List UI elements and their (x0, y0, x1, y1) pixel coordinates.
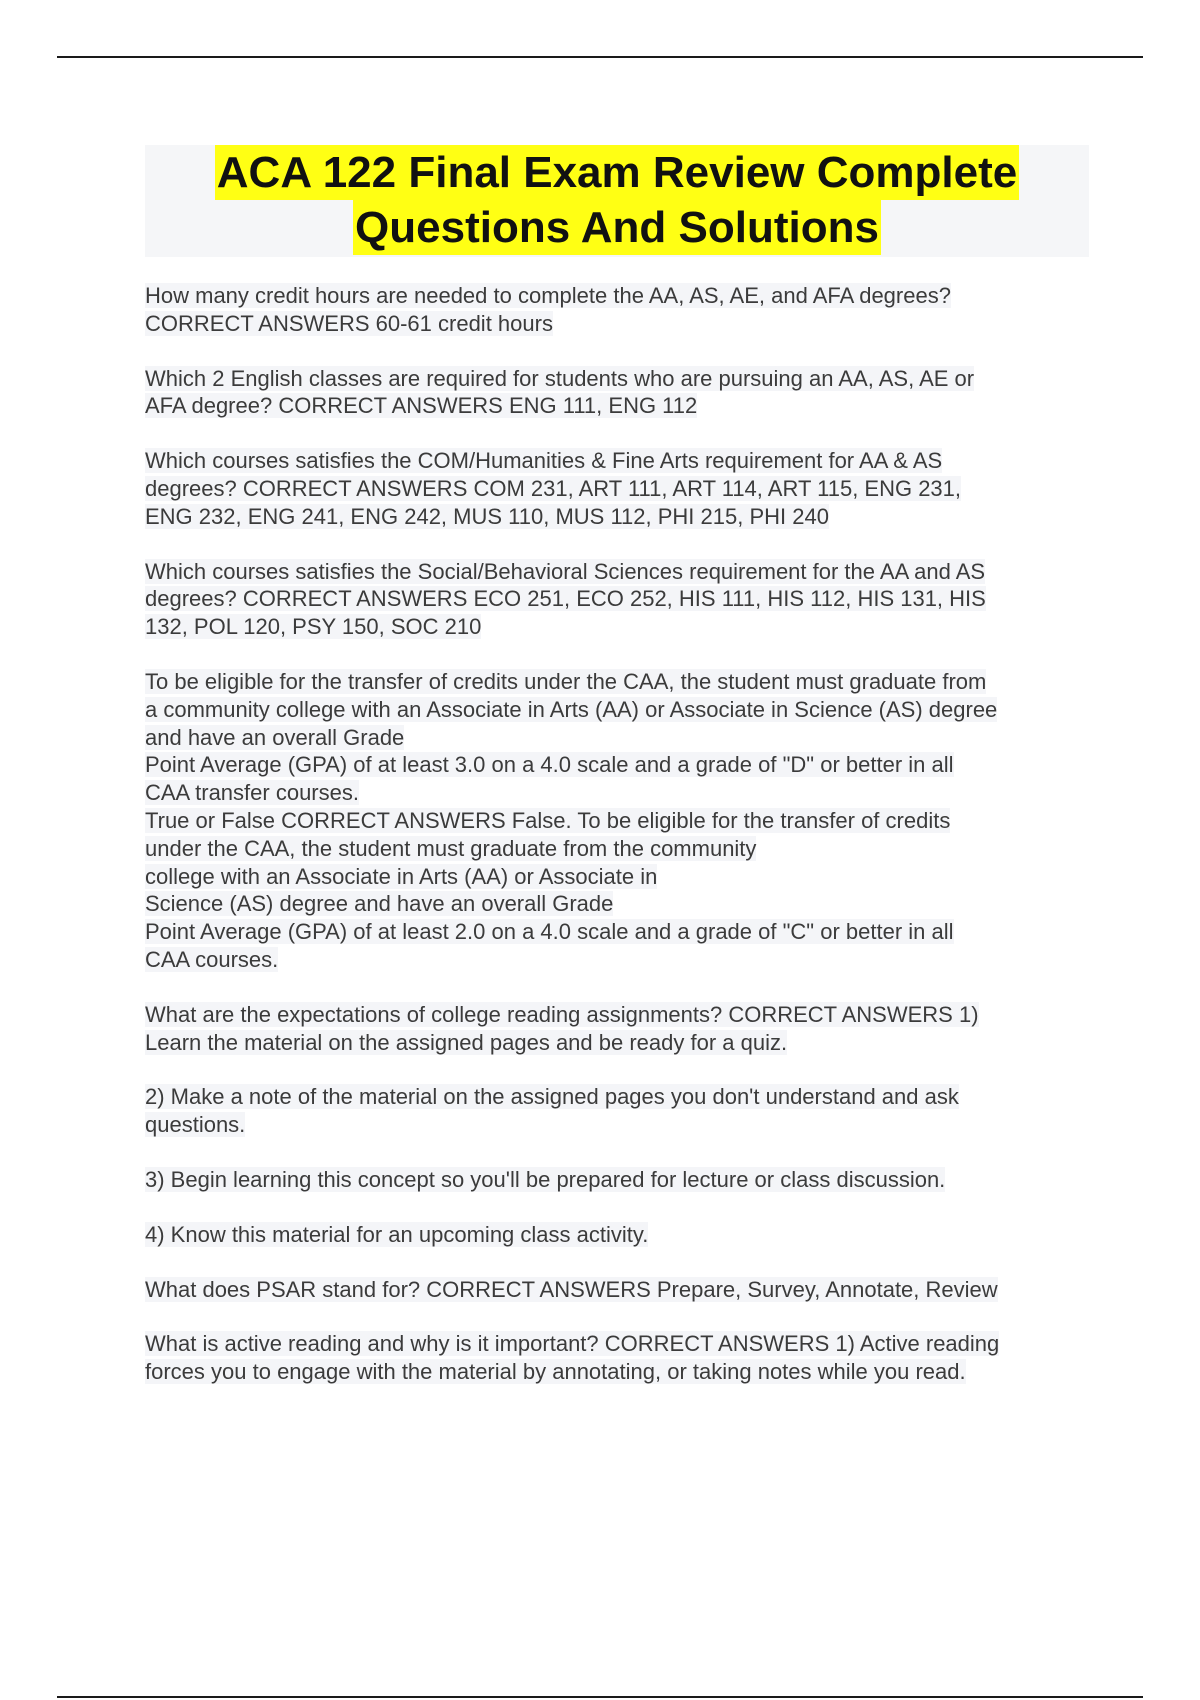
text-line-content: forces you to engage with the material by annotating, or taking notes while you read. (145, 1359, 966, 1385)
text-line (145, 1001, 1095, 1029)
text-line-content: Which courses satisfies the COM/Humanities & Fine Arts requirement for AA & AS (145, 448, 943, 474)
text-line (145, 779, 1095, 807)
document-body (145, 282, 1095, 1413)
text-line-content: Point Average (GPA) of at least 3.0 on a 4.0 scale and a grade of "D" or better in all (145, 752, 954, 778)
text-line-content: 3) Begin learning this concept so you'll be prepared for lecture or class discussion. (145, 1166, 946, 1192)
text-line (145, 503, 1095, 531)
text-line (145, 1358, 1095, 1386)
text-line-content: AFA degree? CORRECT ANSWERS ENG 111, ENG 112 (145, 393, 698, 419)
text-line-content: What are the expectations of college reading assignments? CORRECT ANSWERS 1) (145, 1001, 979, 1027)
text-line (145, 392, 1095, 420)
qa-paragraph (145, 282, 1095, 338)
qa-paragraph (145, 558, 1095, 641)
text-line (145, 1166, 1095, 1194)
text-line (145, 918, 1095, 946)
text-line-content: Learn the material on the assigned pages and be ready for a quiz. (145, 1029, 788, 1055)
text-line-content: degrees? CORRECT ANSWERS ECO 251, ECO 252, HIS 111, HIS 112, HIS 131, HIS (145, 586, 986, 612)
qa-paragraph (145, 668, 1095, 974)
qa-paragraph (145, 1276, 1095, 1304)
text-line-content: Which 2 English classes are required for students who are pursuing an AA, AS, AE or (145, 365, 975, 391)
qa-paragraph (145, 447, 1095, 530)
text-line-content: and have an overall Grade (145, 724, 405, 750)
qa-paragraph (145, 365, 1095, 421)
header-rule (57, 56, 1143, 58)
qa-paragraph (145, 1330, 1095, 1386)
text-line (145, 807, 1095, 835)
text-line (145, 365, 1095, 393)
text-line-content: Which courses satisfies the Social/Behavioral Sciences requirement for the AA and AS (145, 558, 986, 584)
text-line-content: 132, POL 120, PSY 150, SOC 210 (145, 614, 482, 640)
text-line (145, 475, 1095, 503)
text-line-content: CORRECT ANSWERS 60-61 credit hours (145, 310, 553, 336)
text-line-content: degrees? CORRECT ANSWERS COM 231, ART 111, ART 114, ART 115, ENG 231, (145, 475, 962, 501)
text-line (145, 668, 1095, 696)
text-line-content: questions. (145, 1112, 246, 1138)
text-line (145, 1029, 1095, 1057)
text-line-content: To be eligible for the transfer of credits under the CAA, the student must graduate from (145, 668, 987, 694)
text-line (145, 282, 1095, 310)
text-line-content: CAA courses. (145, 946, 279, 972)
text-line-content: a community college with an Associate in Arts (AA) or Associate in Science (AS) degree (145, 696, 998, 722)
text-line-content: Point Average (GPA) of at least 2.0 on a 4.0 scale and a grade of "C" or better in all (145, 919, 954, 945)
text-line-content: How many credit hours are needed to complete the AA, AS, AE, and AFA degrees? (145, 283, 951, 308)
text-line-content: under the CAA, the student must graduate from the community (145, 835, 757, 861)
qa-paragraph (145, 1001, 1095, 1057)
text-line (145, 447, 1095, 475)
text-line (145, 946, 1095, 974)
text-line (145, 863, 1095, 891)
qa-paragraph (145, 1083, 1095, 1139)
text-line (145, 1221, 1095, 1249)
text-line (145, 1276, 1095, 1304)
title-line-1: ACA 122 Final Exam Review Complete (215, 145, 1019, 200)
text-line (145, 724, 1095, 752)
text-line (145, 1111, 1095, 1139)
text-line (145, 585, 1095, 613)
text-line (145, 558, 1095, 586)
text-line-content: CAA transfer courses. (145, 780, 359, 806)
title-line-2: Questions And Solutions (353, 200, 881, 255)
text-line (145, 613, 1095, 641)
text-line-content: ENG 232, ENG 241, ENG 242, MUS 110, MUS 112, PHI 215, PHI 240 (145, 503, 829, 529)
text-line (145, 696, 1095, 724)
footer-rule (57, 1696, 1143, 1698)
text-line (145, 835, 1095, 863)
text-line (145, 1083, 1095, 1111)
qa-paragraph (145, 1221, 1095, 1249)
text-line (145, 751, 1095, 779)
text-line-content: True or False CORRECT ANSWERS False. To be eligible for the transfer of credits (145, 807, 951, 833)
text-line-content: 4) Know this material for an upcoming class activity. (145, 1221, 649, 1247)
text-line (145, 310, 1095, 338)
text-line-content: Science (AS) degree and have an overall Grade (145, 891, 614, 917)
text-line (145, 1330, 1095, 1358)
qa-paragraph (145, 1166, 1095, 1194)
text-line-content: What is active reading and why is it important? CORRECT ANSWERS 1) Active reading (145, 1331, 1000, 1357)
document-title (145, 145, 1089, 257)
text-line-content: college with an Associate in Arts (AA) or Associate in (145, 863, 658, 889)
text-line-content: What does PSAR stand for? CORRECT ANSWERS Prepare, Survey, Annotate, Review (145, 1276, 998, 1302)
text-line-content: 2) Make a note of the material on the assigned pages you don't understand and ask (145, 1084, 959, 1110)
text-line (145, 890, 1095, 918)
